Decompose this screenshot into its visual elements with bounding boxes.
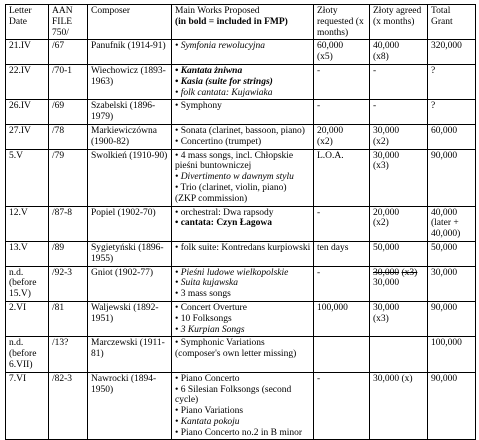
work-item: • Concertino (trumpet) [175,136,262,147]
header-requested: Złoty requested (x months) [314,5,370,40]
cell-works [172,337,314,372]
cell-letter-date: 13.V [6,241,49,266]
work-item: • Kantata żniwna [175,65,243,76]
requested-value: 60,000 [317,41,344,52]
work-item: • Symfonia rewolucyjna [175,41,266,52]
agreed-value: - [373,101,377,112]
cell-requested [314,40,370,65]
cell-letter-date: 27.IV [6,124,49,149]
cell-agreed [370,337,428,372]
agreed-value: 30,000 [373,278,400,289]
agreed-struck-months: (x3) [401,267,418,278]
requested-value: L.O.A. [317,150,344,161]
cell-aan-file: /69 [49,100,88,125]
cell-composer: Szabelski (1896-1979) [88,100,172,125]
work-item: • Sonata (clarinet, bassoon, piano) [175,125,305,136]
header-works-note: (in bold = included in FMP) [175,16,288,27]
work-item: • Divertimento w dawnym stylu [175,172,294,183]
agreed-value: 20,000 [373,207,400,218]
table-row [6,301,476,336]
cell-composer: Panufnik (1914-91) [88,40,172,65]
work-item: • Pieśni ludowe wielkopolskie [175,267,289,278]
total-value: 40,000 [431,207,458,218]
cell-composer: Markiewiczówna (1900-82) [88,124,172,149]
requested-value: (x5) [317,52,333,63]
total-value: 50,000 [431,242,458,253]
cell-composer: Nawrocki (1894-1950) [88,372,172,440]
header-composer: Composer [88,5,172,40]
cell-agreed [370,241,428,266]
cell-composer: Marczewski (1911-81) [88,337,172,372]
cell-works [172,149,314,206]
table-row [6,149,476,206]
agreed-struck-value [373,268,425,279]
cell-works [172,241,314,266]
work-item: • 10 Folksongs [175,313,232,324]
cell-agreed [370,206,428,241]
cell-letter-date: 2.VI [6,301,49,336]
cell-total [428,301,476,336]
header-aan-file: AAN FILE 750/ [49,5,88,40]
header-row [6,5,476,40]
requested-value: 100,000 [317,302,348,313]
work-item: • Kasia (suite for strings) [175,76,273,87]
work-item: • Symphony [175,101,222,112]
table-body [6,40,476,440]
cell-total [428,266,476,301]
cell-total [428,100,476,125]
cell-requested [314,124,370,149]
cell-works [172,266,314,301]
table-row [6,64,476,99]
table-row [6,337,476,372]
cell-composer: Sygietyński (1896-1955) [88,241,172,266]
cell-aan-file: /81 [49,301,88,336]
cell-works [172,301,314,336]
work-item: • Symphonic Variations [175,338,265,349]
cell-composer: Wiechowicz (1893-1963) [88,64,172,99]
cell-aan-file: /70-1 [49,64,88,99]
cell-letter-date: 5.V [6,149,49,206]
cell-agreed [370,372,428,440]
work-item: • folk cantata: Kujawiaka [175,87,273,98]
grant-table-document [5,4,475,440]
work-item: • 4 mass songs, incl. Chłopskie pieśni buntowniczej [175,150,294,172]
total-value: (later + [431,218,459,229]
cell-letter-date: 22.IV [6,64,49,99]
work-item: • Piano Concerto [175,373,240,384]
agreed-value: (x2) [373,136,389,147]
table-row [6,372,476,440]
cell-total [428,124,476,149]
cell-agreed [370,100,428,125]
work-item: • Kantata pokoju [175,416,240,427]
cell-requested [314,206,370,241]
cell-aan-file: /78 [49,124,88,149]
work-item: • 3 Kurpian Songs [175,324,245,335]
cell-total [428,372,476,440]
cell-aan-file: /82-3 [49,372,88,440]
work-item: • orchestral: Dwa rapsody [175,207,274,218]
cell-total [428,241,476,266]
cell-requested [314,241,370,266]
cell-works [172,40,314,65]
agreed-value: (x2) [373,218,389,229]
agreed-value: (x3) [373,313,389,324]
header-total: Total Grant [428,5,476,40]
total-value: ? [431,65,436,76]
cell-works [172,124,314,149]
work-item: (composer's own letter missing) [175,349,297,360]
cell-aan-file: /79 [49,149,88,206]
work-item: (ZKP commission) [175,193,248,204]
cell-aan-file: /89 [49,241,88,266]
agreed-value: 50,000 [373,242,400,253]
cell-composer: Popiel (1902-70) [88,206,172,241]
requested-value: - [317,373,321,384]
total-value: ? [431,101,436,112]
cell-letter-date: 7.VI [6,372,49,440]
cell-requested [314,266,370,301]
cell-composer: Waljewski (1892-1951) [88,301,172,336]
cell-agreed [370,301,428,336]
cell-requested [314,149,370,206]
cell-agreed [370,124,428,149]
cell-composer: Swolkień (1910-90) [88,149,172,206]
cell-aan-file: /87-8 [49,206,88,241]
table-row [6,206,476,241]
table-row [6,241,476,266]
cell-letter-date: n.d. (before 15.V) [6,266,49,301]
cell-total [428,206,476,241]
work-item: • Piano Variations [175,406,244,417]
cell-agreed [370,149,428,206]
cell-works [172,372,314,440]
cell-works [172,100,314,125]
cell-requested [314,64,370,99]
total-value: 90,000 [431,373,458,384]
work-item: • Concert Overture [175,302,247,313]
total-value: 320,000 [431,41,462,52]
cell-aan-file: /67 [49,40,88,65]
requested-value: ten days [317,242,349,253]
total-value: 90,000 [431,302,458,313]
requested-value: - [317,101,321,112]
table-row [6,100,476,125]
work-item: • 3 mass songs [175,289,231,300]
cell-works [172,64,314,99]
agreed-value: (x3) [373,161,389,172]
table-row [6,40,476,65]
requested-value: - [317,267,321,278]
cell-letter-date: 12.V [6,206,49,241]
work-item: • cantata: Czyn Łagowa [175,218,272,229]
grant-table [5,4,476,440]
cell-requested [314,372,370,440]
header-letter-date: Letter Date [6,5,49,40]
agreed-value: (x8) [373,52,389,63]
cell-requested [314,301,370,336]
requested-value: - [317,207,321,218]
cell-total [428,40,476,65]
header-works [172,5,314,40]
cell-agreed [370,64,428,99]
cell-requested [314,100,370,125]
cell-total [428,149,476,206]
total-value: 60,000 [431,125,458,136]
requested-value: - [317,65,321,76]
agreed-struck-amount: 30,000 [373,267,400,278]
work-item: • folk suite: Kontredans kurpiowski [175,242,311,253]
cell-letter-date: n.d. (before 6.VII) [6,337,49,372]
agreed-value: 30,000 [373,302,400,313]
work-item: • Suita kujawska [175,278,238,289]
cell-aan-file: /92-3 [49,266,88,301]
table-row [6,266,476,301]
cell-agreed [370,266,428,301]
work-item: • Trio (clarinet, violin, piano) [175,182,287,193]
cell-aan-file: /13? [49,337,88,372]
agreed-value: 30,000 [373,150,400,161]
cell-letter-date: 21.IV [6,40,49,65]
agreed-value: - [373,65,377,76]
agreed-value: 40,000 [373,41,400,52]
agreed-value: 30,000 [373,125,400,136]
work-item: • Piano Concerto no.2 in B minor [175,427,303,438]
total-value: 40,000) [431,229,461,240]
total-value: 100,000 [431,338,462,349]
cell-composer: Gniot (1902-77) [88,266,172,301]
cell-total [428,337,476,372]
cell-requested [314,337,370,372]
work-item: • 6 Silesian Folksongs (second cycle) [175,384,292,406]
requested-value: 20,000 [317,125,344,136]
cell-letter-date: 26.IV [6,100,49,125]
header-works-title: Main Works Proposed [175,6,260,16]
requested-value: (x2) [317,136,333,147]
table-row [6,124,476,149]
cell-total [428,64,476,99]
cell-works [172,206,314,241]
cell-agreed [370,40,428,65]
total-value: 30,000 [431,267,458,278]
total-value: 90,000 [431,150,458,161]
header-agreed: Złoty agreed (x months) [370,5,428,40]
agreed-value: 30,000 (x) [373,373,413,384]
